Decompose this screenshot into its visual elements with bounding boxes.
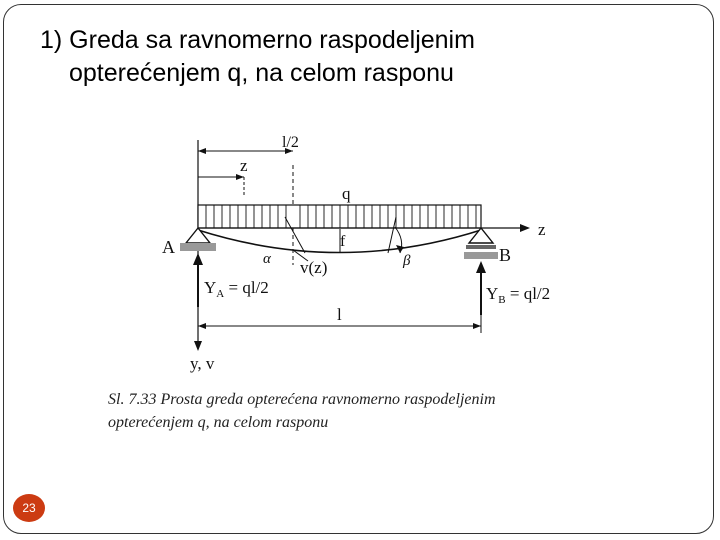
y-axis-label: y, v (190, 354, 215, 373)
half-span-label: l/2 (282, 134, 299, 151)
figure-caption-line-1: Sl. 7.33 Prosta greda opterećena ravnomerno raspodeljenim (108, 391, 496, 408)
alpha-label: α (263, 251, 271, 267)
half-span-arrow-left (198, 148, 206, 154)
load-label: q (342, 184, 351, 203)
support-b-label: B (499, 245, 512, 265)
support-b-roller (466, 245, 496, 249)
span-label: l (337, 305, 342, 324)
z-axis-label: z (538, 220, 546, 239)
slide-title-line-1: 1) Greda sa ravnomerno raspodeljenim (40, 26, 475, 54)
reaction-a-arrow-head (193, 253, 203, 265)
support-a-label: A (162, 237, 175, 257)
reaction-a-label: $Y_A = ql/2$ (204, 278, 269, 300)
page-number: 23 (22, 501, 36, 515)
span-arrow-left (198, 323, 206, 329)
support-a-triangle (186, 228, 210, 243)
beam-diagram (150, 125, 570, 380)
z-axis-arrow (520, 224, 530, 232)
distributed-load-block (198, 205, 481, 228)
page-number-badge (13, 494, 45, 522)
support-a-ground (180, 243, 216, 251)
v-of-z-label: v(z) (300, 258, 328, 277)
figure-caption-line-2: opterećenjem q, na celom rasponu (108, 414, 329, 431)
figure-caption (108, 388, 648, 434)
support-b-ground (464, 252, 498, 259)
z-dimension-label: z (240, 156, 248, 175)
reaction-b-label: $Y_B = ql/2$ (486, 284, 551, 306)
slide-title (40, 24, 680, 90)
y-axis-arrow (194, 341, 202, 351)
reaction-b-arrow-head (476, 261, 486, 273)
slide-title-line-2: opterećenjem q, na celom rasponu (69, 59, 454, 87)
span-arrow-right (473, 323, 481, 329)
beta-label: β (403, 253, 411, 269)
support-b-triangle (469, 228, 493, 243)
deflection-label: f (340, 233, 346, 250)
